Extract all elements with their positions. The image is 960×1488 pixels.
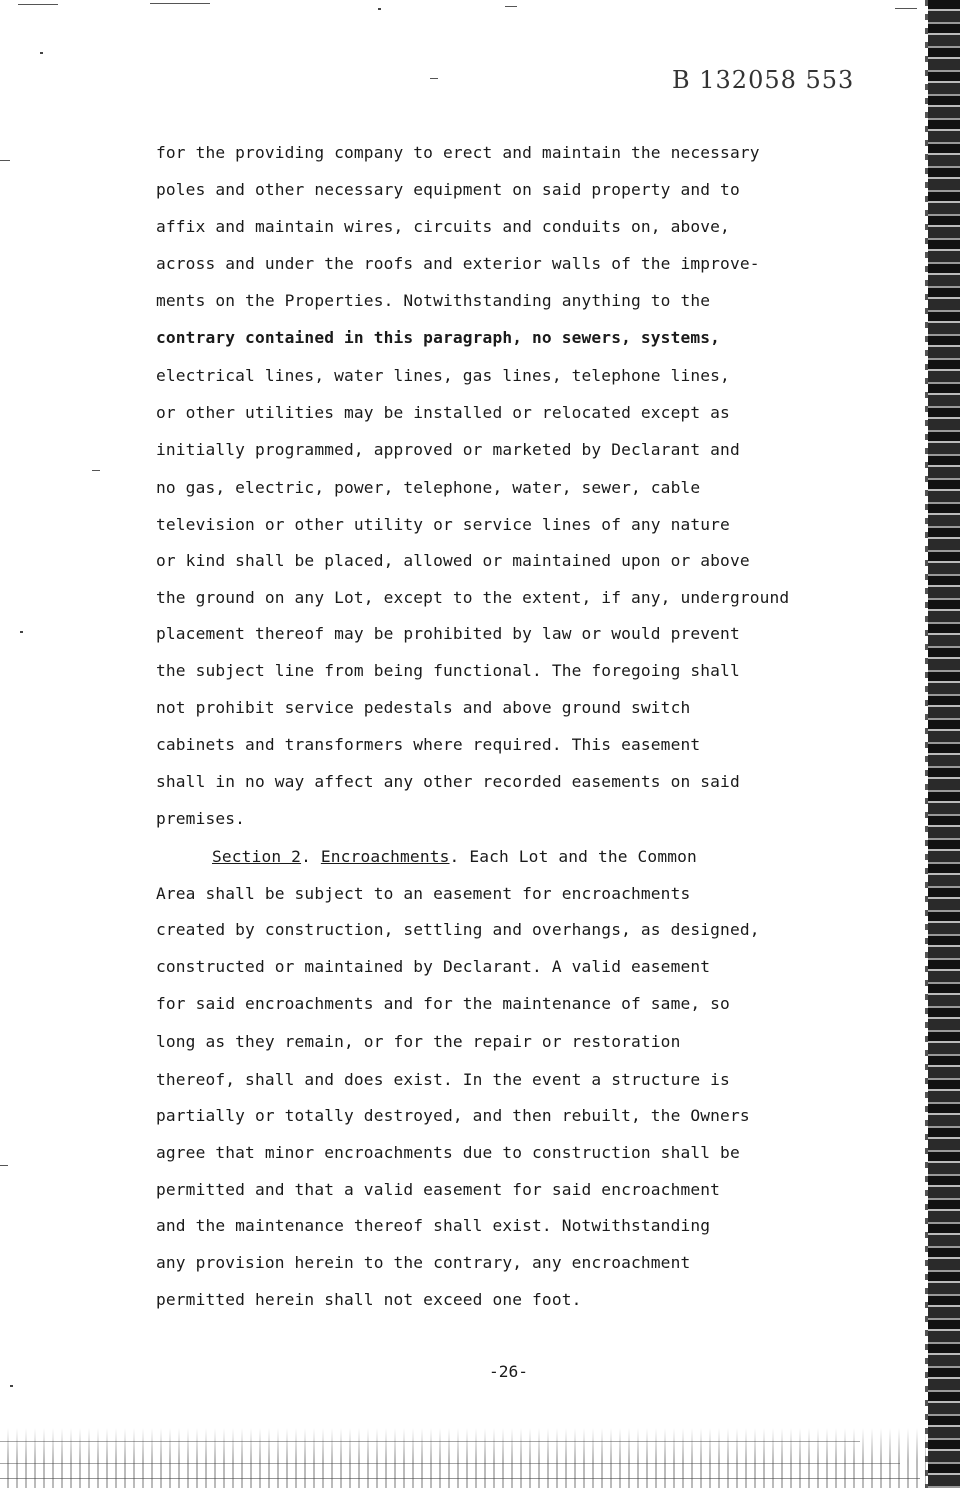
scan-noise — [20, 631, 23, 633]
text-line: any provision herein to the contrary, any encroachment — [156, 1253, 691, 1272]
scan-noise — [40, 52, 43, 54]
text-line: or other utilities may be installed or relocated except as — [156, 403, 730, 422]
scan-edge-artifact — [925, 0, 928, 1488]
text-line: not prohibit service pedestals and above ground switch — [156, 698, 691, 717]
text-line: Each Lot and the Common — [469, 847, 697, 866]
text-line: poles and other necessary equipment on said property and to — [156, 180, 740, 199]
text-line: long as they remain, or for the repair or restoration — [156, 1032, 681, 1051]
text-line: cabinets and transformers where required. This easement — [156, 735, 701, 754]
text-line: created by construction, settling and overhangs, as designed, — [156, 920, 760, 939]
document-reference-number: B 132058 553 — [672, 66, 855, 94]
scan-noise — [505, 6, 517, 7]
text-line: across and under the roofs and exterior walls of the improve- — [156, 254, 760, 273]
text-line: shall in no way affect any other recorded easements on said — [156, 772, 740, 791]
text-line: ments on the Properties. Notwithstanding anything to the — [156, 291, 711, 310]
text-line: contrary contained in this paragraph, no sewers, systems, — [156, 328, 721, 347]
scan-noise — [0, 1428, 926, 1488]
scan-noise — [430, 78, 438, 79]
text-line: placement thereof may be prohibited by law or would prevent — [156, 624, 740, 643]
scan-noise — [10, 1385, 13, 1387]
text-line: electrical lines, water lines, gas lines, telephone lines, — [156, 366, 730, 385]
scan-noise — [92, 470, 100, 471]
text-line: the ground on any Lot, except to the extent, if any, underground — [156, 588, 790, 607]
text-line: permitted and that a valid easement for said encroachment — [156, 1180, 721, 1199]
text-line: the subject line from being functional. The foregoing shall — [156, 661, 740, 680]
text-line: thereof, shall and does exist. In the event a structure is — [156, 1070, 730, 1089]
text-line: Area shall be subject to an easement for encroachments — [156, 884, 691, 903]
section-heading-line: Section 2. Encroachments. Each Lot and the Common — [212, 847, 697, 866]
text-line: constructed or maintained by Declarant. A valid easement — [156, 957, 711, 976]
scan-noise — [0, 160, 10, 161]
page-number: -26- — [489, 1362, 528, 1381]
scan-noise — [895, 8, 917, 9]
text-line: partially or totally destroyed, and then rebuilt, the Owners — [156, 1106, 750, 1125]
section-label: Section 2 — [212, 847, 302, 866]
text-line: permitted herein shall not exceed one foot. — [156, 1290, 582, 1309]
scan-noise — [378, 8, 381, 10]
scan-edge-artifact — [928, 0, 960, 1488]
text-line: for said encroachments and for the maintenance of same, so — [156, 994, 730, 1013]
scan-noise — [150, 3, 210, 4]
scan-noise — [18, 4, 58, 5]
text-line: premises. — [156, 809, 246, 828]
text-line: initially programmed, approved or marketed by Declarant and — [156, 440, 740, 459]
text-line: affix and maintain wires, circuits and conduits on, above, — [156, 217, 730, 236]
text-line: or kind shall be placed, allowed or maintained upon or above — [156, 551, 750, 570]
text-line: no gas, electric, power, telephone, water, sewer, cable — [156, 478, 701, 497]
text-line: for the providing company to erect and maintain the necessary — [156, 143, 760, 162]
text-line: television or other utility or service lines of any nature — [156, 515, 730, 534]
text-line: agree that minor encroachments due to construction shall be — [156, 1143, 740, 1162]
section-title: Encroachments — [320, 847, 450, 866]
scan-noise — [0, 1165, 8, 1166]
text-line: and the maintenance thereof shall exist. Notwithstanding — [156, 1216, 711, 1235]
